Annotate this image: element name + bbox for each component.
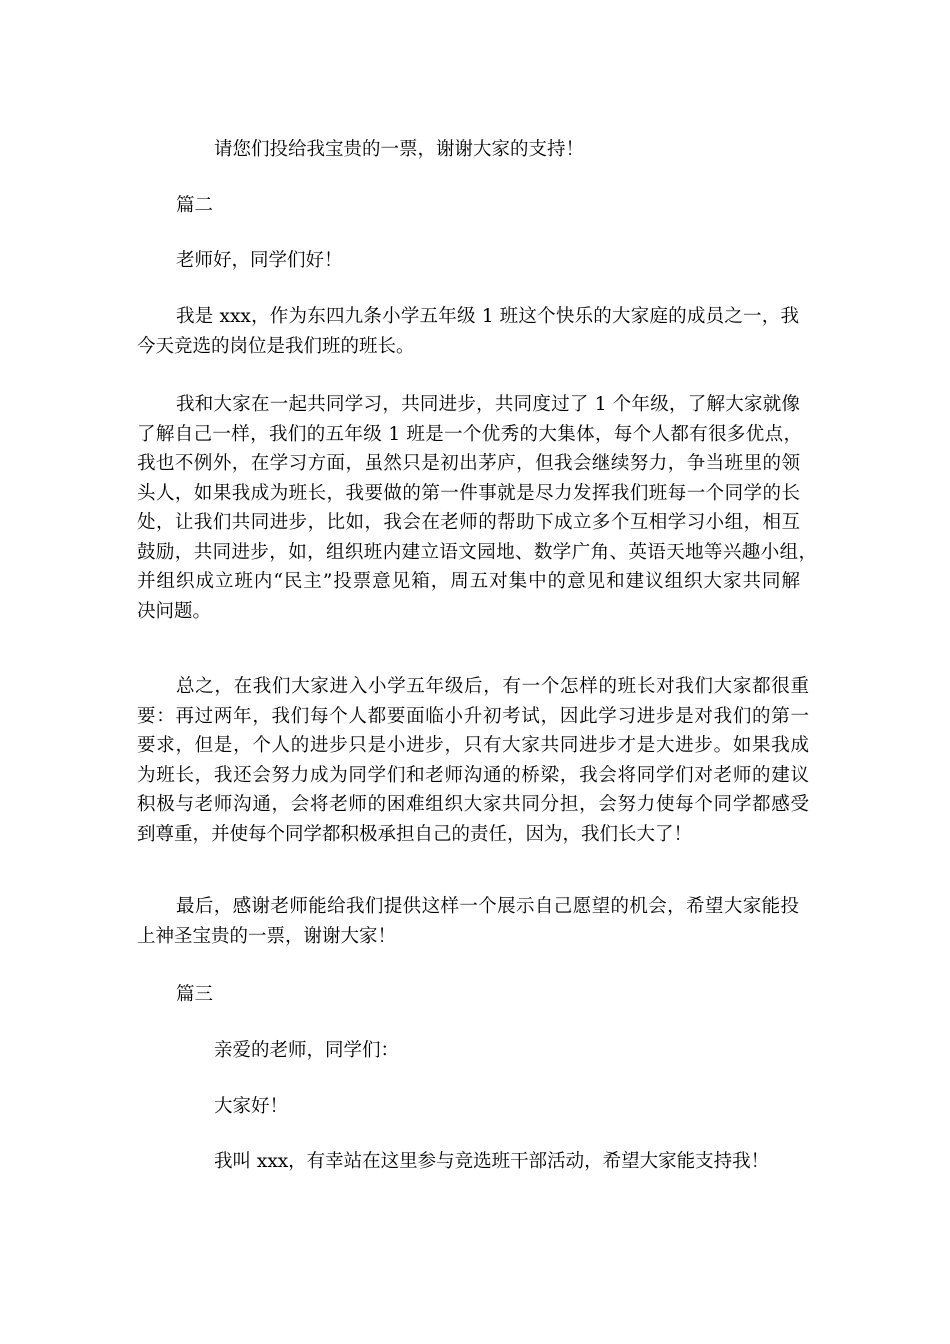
- text-line: 篇三: [176, 984, 214, 1005]
- text-line: 今天竞选的岗位是我们班的班长。: [137, 335, 415, 357]
- text-line: 要求，但是，个人的进步只是小进步，只有大家共同进步才是大进步。如果我成: [137, 735, 809, 756]
- paragraph-self-introduction: [214, 1147, 769, 1177]
- text-line: 最后，感谢老师能给我们提供这样一个展示自己愿望的机会，希望大家能投: [176, 896, 799, 917]
- text-line: 了解自己一样，我们的五年级 1 班是一个优秀的大集体，每个人都有很多优点，: [137, 423, 802, 445]
- text-line: 老师好，同学们好！: [176, 250, 343, 271]
- text-line: 我和大家在一起共同学习，共同进步，共同度过了 1 个年级，了解大家就像: [176, 394, 800, 415]
- text-line: 头人，如果我成为班长，我要做的第一件事就是尽力发挥我们班每一个同学的长: [137, 482, 800, 504]
- text-line: 请您们投给我宝贵的一票，谢谢大家的支持！: [214, 139, 585, 160]
- text-line: 我叫 xxx，有幸站在这里参与竞选班干部活动，希望大家能支持我！: [214, 1151, 770, 1172]
- text-line: 积极与老师沟通，会将老师的困难组织大家共同分担，会努力使每个同学都感受: [137, 794, 809, 815]
- paragraph-closing-thanks: [137, 892, 799, 951]
- text-line: 并组织成立班内“民主”投票意见箱，周五对集中的意见和建议组织大家共同解: [137, 571, 800, 592]
- text-line: 要：再过两年，我们每个人都要面临小升初考试，因此学习进步是对我们的第一: [137, 705, 809, 727]
- text-line: 亲爱的老师，同学们：: [214, 1040, 400, 1061]
- text-line: 大家好！: [214, 1096, 289, 1117]
- section-heading-part-two: [176, 191, 213, 221]
- text-line: 我是 xxx，作为东四九条小学五年级 1 班这个快乐的大家庭的成员之一，我: [176, 306, 799, 327]
- text-line: 处，让我们共同进步，比如，我会在老师的帮助下成立多个互相学习小组，相互: [137, 512, 800, 533]
- section-heading-part-three: [176, 980, 213, 1010]
- text-line: 上神圣宝贵的一票，谢谢大家！: [137, 925, 397, 947]
- text-line: 总之，在我们大家进入小学五年级后，有一个怎样的班长对我们大家都很重: [176, 676, 809, 697]
- paragraph-hello-everyone: [214, 1092, 288, 1122]
- paragraph-in-summary: [137, 672, 809, 849]
- text-line: 我也不例外，在学习方面，虽然只是初出茅庐，但我会继续努力，争当班里的领: [137, 453, 800, 474]
- paragraph-greeting: [176, 246, 343, 276]
- paragraph-salutation: [214, 1036, 399, 1066]
- paragraph-vote-request: [214, 135, 584, 165]
- text-line: 为班长，我还会努力成为同学们和老师沟通的桥梁，我会将同学们对老师的建议: [137, 764, 809, 786]
- text-line: 篇二: [176, 195, 214, 216]
- paragraph-learning-together: [137, 390, 817, 626]
- paragraph-introduction: [137, 302, 799, 361]
- text-line: 鼓励，共同进步，如，组织班内建立语文园地、数学广角、英语天地等兴趣小组，: [137, 541, 817, 563]
- text-line: 决问题。: [137, 600, 212, 622]
- text-line: 到尊重，并使每个同学都积极承担自己的责任，因为，我们长大了！: [137, 823, 693, 845]
